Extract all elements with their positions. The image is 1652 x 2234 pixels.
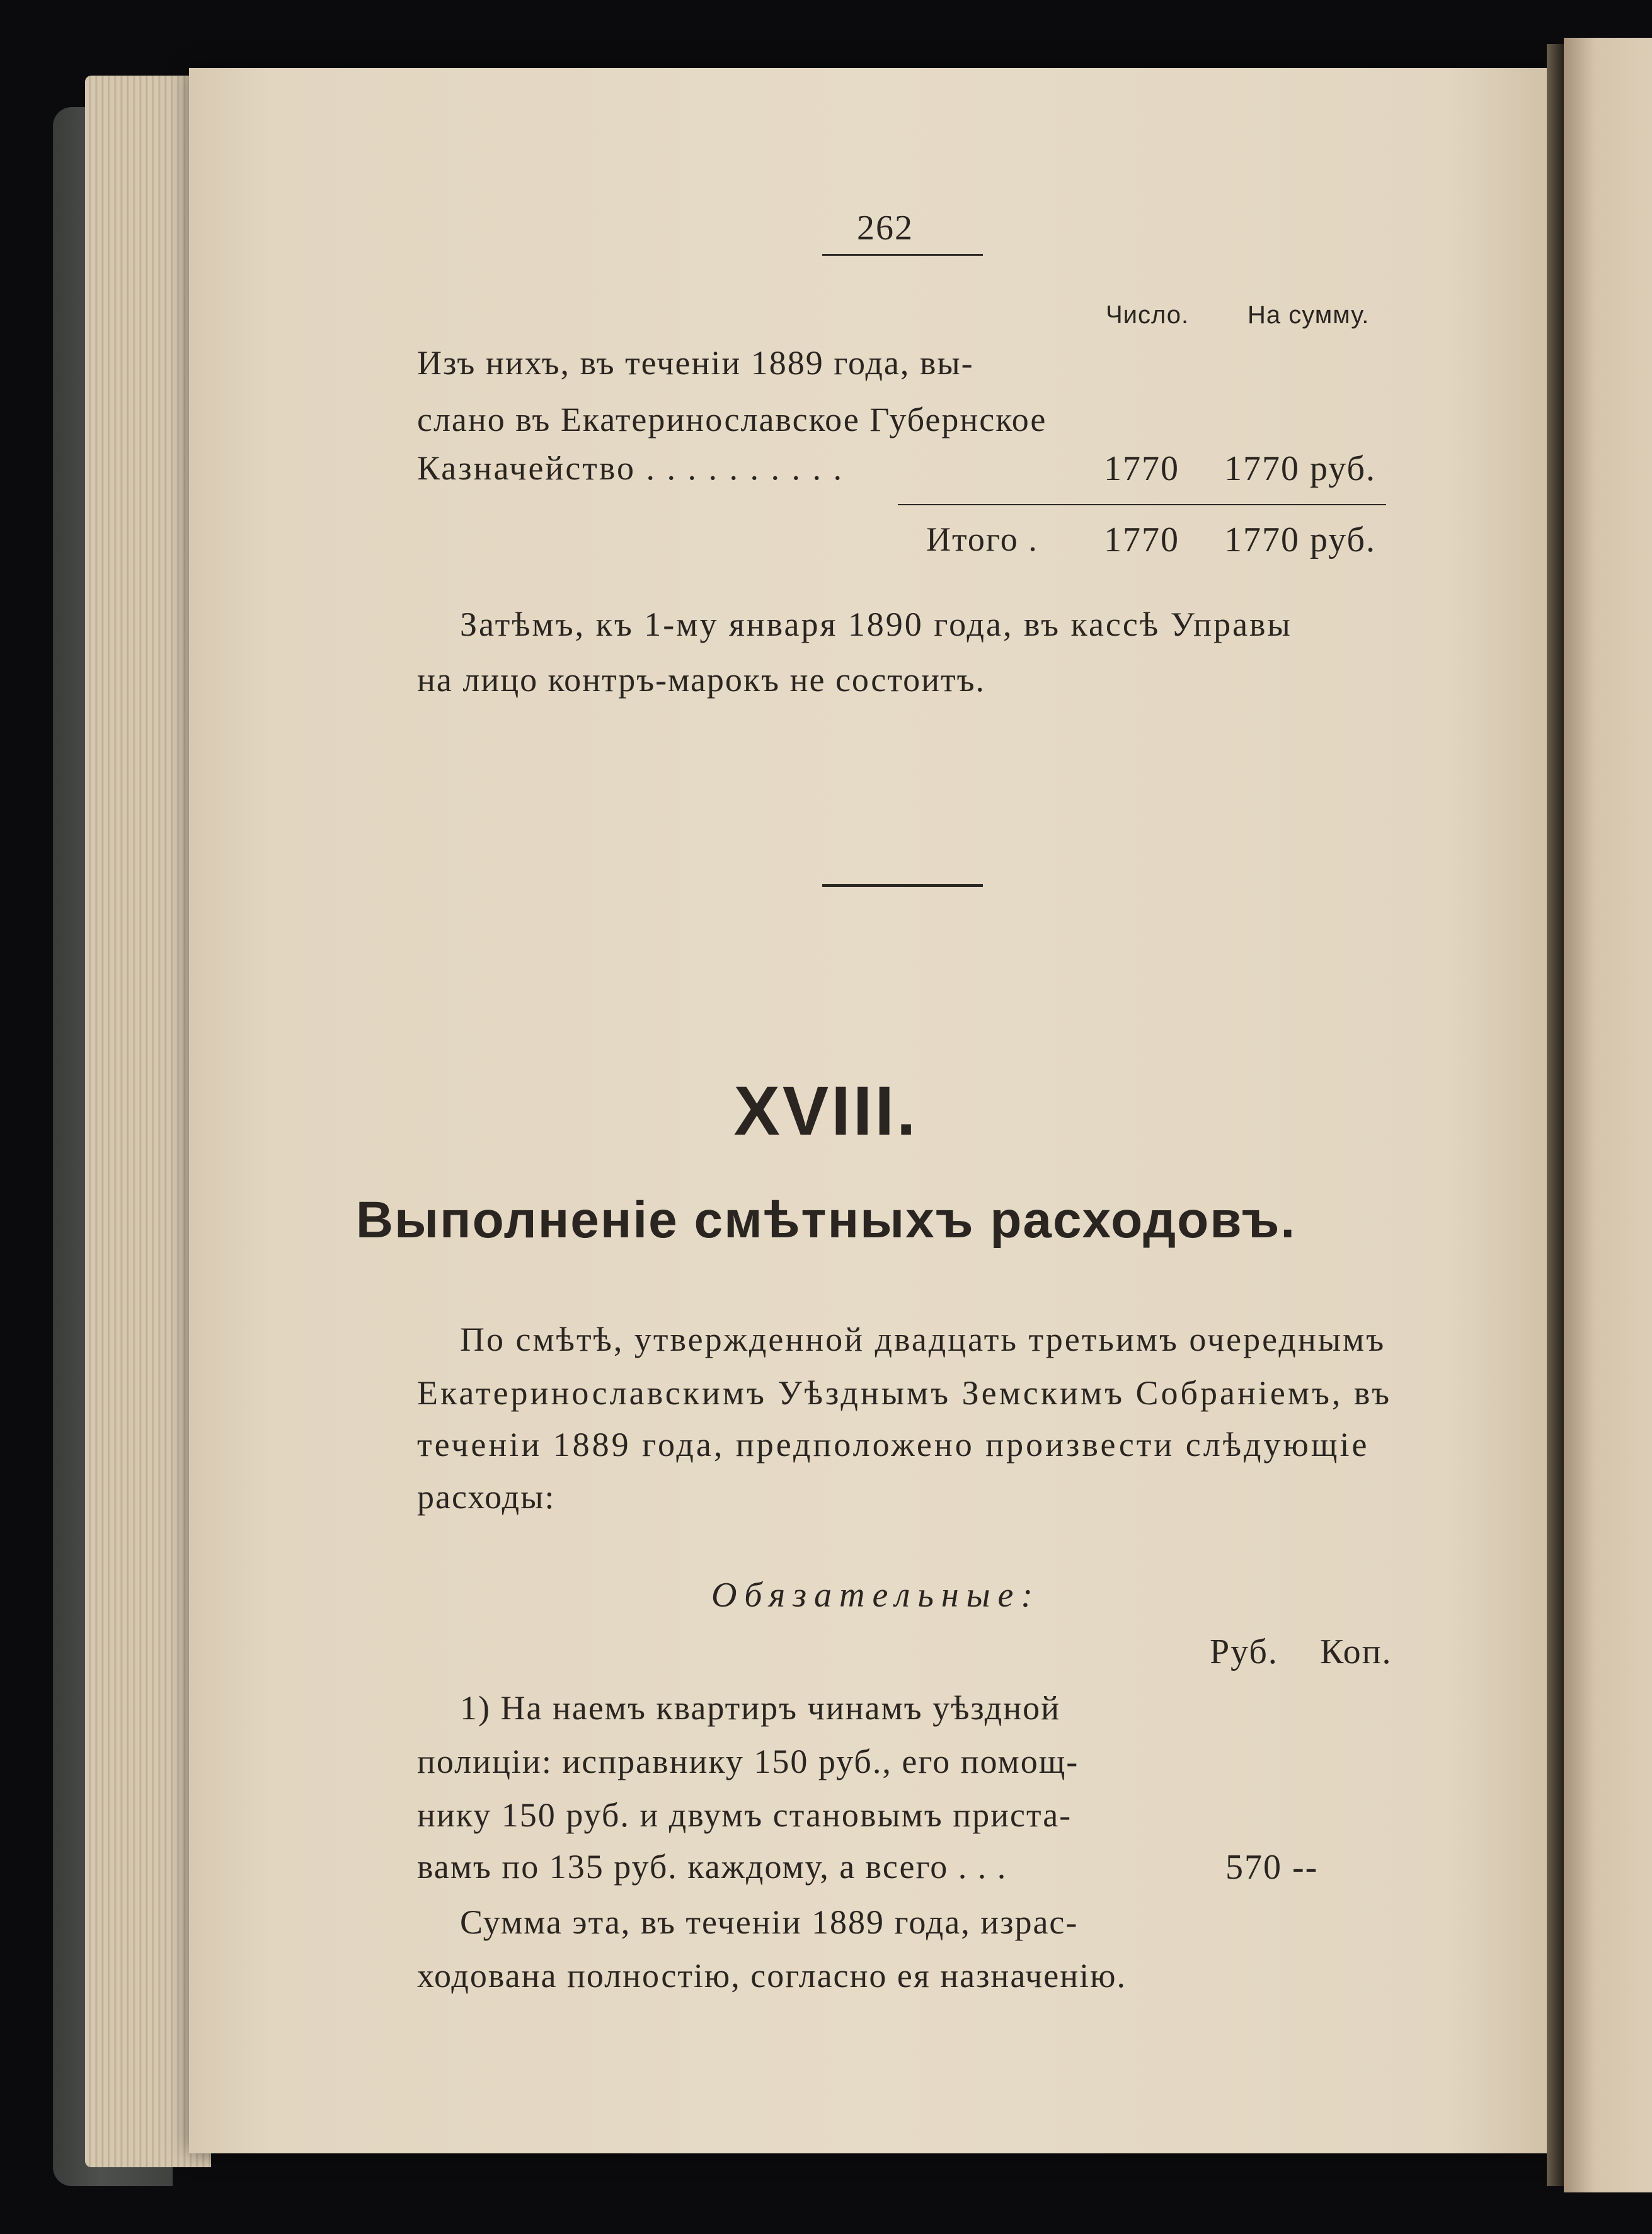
page-number: 262: [857, 209, 914, 248]
total-sum: 1770 руб.: [1224, 520, 1377, 559]
subheading: Обязательные:: [711, 1576, 1041, 1615]
paragraph-line: Затѣмъ, къ 1-му января 1890 года, въ кассѣ Управы: [460, 605, 1292, 643]
paragraph-line: расходы:: [417, 1478, 556, 1516]
section-title: Выполненіе смѣтныхъ расходовъ.: [355, 1191, 1297, 1249]
paragraph-line: ходована полностію, согласно ея назначенію.: [417, 1957, 1127, 1995]
item-amount: 570 --: [1225, 1848, 1319, 1887]
total-rule: [898, 504, 1386, 505]
column-header-number: Число.: [1106, 301, 1190, 329]
treasury-sum: 1770 руб.: [1224, 449, 1377, 488]
item-line: полиціи: исправнику 150 руб., его помощ-: [417, 1743, 1079, 1780]
column-label-kop: Коп.: [1320, 1632, 1392, 1671]
total-label: Итого .: [926, 520, 1038, 558]
paragraph-line: По смѣтѣ, утвержденной двадцать третьимъ очереднымъ: [460, 1320, 1386, 1358]
item-line: вамъ по 135 руб. каждому, а всего . . .: [417, 1848, 1007, 1886]
item-line: нику 150 руб. и двумъ становымъ приста-: [417, 1796, 1072, 1834]
paragraph-line: на лицо контръ-марокъ не состоитъ.: [417, 661, 986, 699]
treasury-number: 1770: [1104, 449, 1179, 488]
item-line: 1) На наемъ квартиръ чинамъ уѣздной: [460, 1689, 1061, 1727]
header-rule: [822, 254, 983, 256]
table-text-line: слано въ Екатеринославское Губернское: [417, 401, 1047, 438]
section-number: XVIII.: [733, 1072, 919, 1150]
table-text-line: Изъ нихъ, въ теченіи 1889 года, вы-: [417, 344, 974, 382]
treasury-label: Казначейство . . . . . . . . . .: [417, 449, 844, 487]
paragraph-line: Сумма эта, въ теченіи 1889 года, израс-: [460, 1903, 1079, 1941]
paragraph-line: теченіи 1889 года, предположено произвести слѣдующіе: [417, 1426, 1370, 1464]
total-number: 1770: [1104, 520, 1179, 559]
column-header-sum: На сумму.: [1248, 301, 1370, 329]
paragraph-line: Екатеринославскимъ Уѣзднымъ Земскимъ Собраніемъ, въ: [417, 1374, 1392, 1412]
column-label-rub: Руб.: [1210, 1632, 1278, 1671]
section-divider: [822, 884, 983, 887]
